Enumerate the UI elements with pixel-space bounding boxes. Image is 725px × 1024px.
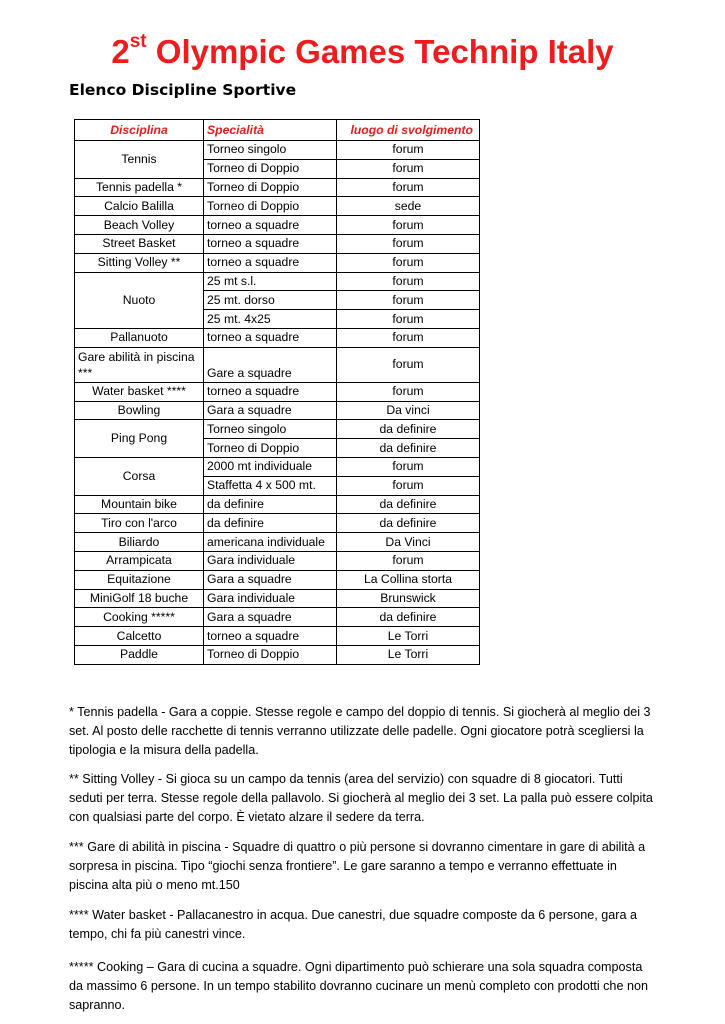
cell-luogo: forum	[337, 272, 480, 291]
cell-specialita: Gara a squadre	[204, 608, 337, 627]
cell-disciplina: Ping Pong	[75, 420, 204, 458]
title-text: Olympic Games Technip Italy	[146, 33, 614, 70]
cell-disciplina: Corsa	[75, 457, 204, 495]
cell-specialita: Gara individuale	[204, 589, 337, 608]
cell-specialita: torneo a squadre	[204, 216, 337, 235]
document-title	[0, 30, 725, 74]
table-row	[75, 570, 480, 589]
cell-luogo: forum	[337, 159, 480, 178]
table-row	[75, 401, 480, 420]
header-disciplina: Disciplina	[75, 120, 204, 141]
cell-luogo: Le Torri	[337, 627, 480, 646]
cell-disciplina: Equitazione	[75, 570, 204, 589]
cell-luogo: forum	[337, 476, 480, 495]
cell-luogo: forum	[337, 291, 480, 310]
cell-specialita: americana individuale	[204, 533, 337, 552]
cell-luogo: Da Vinci	[337, 533, 480, 552]
table-row	[75, 495, 480, 514]
cell-disciplina: Water basket ****	[75, 382, 204, 401]
cell-disciplina: Pallanuoto	[75, 328, 204, 347]
table-row	[75, 589, 480, 608]
header-luogo: luogo di svolgimento	[337, 120, 480, 141]
cell-disciplina: Tiro con l'arco	[75, 514, 204, 533]
footnote-paragraph: ***** Cooking – Gara di cucina a squadre. Ogni dipartimento può schierare una sola squadra composta da massimo 6 persone. In un tempo stabilito dovranno cucinare un menù completo con prodotti che non sapranno.	[69, 960, 648, 1013]
cell-luogo: Le Torri	[337, 645, 480, 664]
cell-disciplina: Mountain bike	[75, 495, 204, 514]
table-row	[75, 328, 480, 347]
cell-specialita: torneo a squadre	[204, 328, 337, 347]
table-row	[75, 141, 480, 160]
cell-specialita: Torneo di Doppio	[204, 645, 337, 664]
cell-disciplina: Nuoto	[75, 272, 204, 328]
cell-luogo: forum	[337, 382, 480, 401]
title-ordinal-suffix: st	[129, 31, 147, 52]
table-row	[75, 178, 480, 197]
cell-disciplina: Biliardo	[75, 533, 204, 552]
cell-specialita: torneo a squadre	[204, 234, 337, 253]
cell-specialita: Torneo di Doppio	[204, 159, 337, 178]
cell-specialita: Torneo di Doppio	[204, 178, 337, 197]
footnote-paragraph: * Tennis padella - Gara a coppie. Stesse regole e campo del doppio di tennis. Si giocherà al meglio dei 3 set. Al posto delle racchette di tennis verranno utilizzate delle padelle. Ogni giocatore potrà scegliersi la tipologia e la misura della padella.	[69, 705, 651, 758]
cell-specialita: Torneo di Doppio	[204, 197, 337, 216]
cell-luogo: da definire	[337, 420, 480, 439]
cell-disciplina: Beach Volley	[75, 216, 204, 235]
document-subtitle: Elenco Discipline Sportive	[69, 81, 297, 99]
cell-specialita: Gara a squadre	[204, 570, 337, 589]
footnote-paragraph: **** Water basket - Pallacanestro in acqua. Due canestri, due squadre composte da 6 persone, gara a tempo, chi fa più canestri vince.	[69, 908, 637, 942]
cell-specialita: 2000 mt individuale	[204, 457, 337, 476]
cell-specialita: torneo a squadre	[204, 253, 337, 272]
cell-specialita: Torneo singolo	[204, 420, 337, 439]
cell-disciplina: Gare abilità in piscina ***	[75, 347, 204, 382]
table-row	[75, 645, 480, 664]
table-row	[75, 627, 480, 646]
cell-luogo: forum	[337, 216, 480, 235]
cell-specialita: 25 mt s.l.	[204, 272, 337, 291]
table-body	[75, 141, 480, 665]
cell-specialita: Torneo singolo	[204, 141, 337, 160]
table-row	[75, 234, 480, 253]
header-specialita: Specialità	[204, 120, 337, 141]
cell-luogo: forum	[337, 551, 480, 570]
cell-luogo: forum	[337, 310, 480, 329]
cell-specialita: Torneo di Doppio	[204, 439, 337, 458]
table-row	[75, 216, 480, 235]
cell-luogo: Brunswick	[337, 589, 480, 608]
cell-luogo: forum	[337, 347, 480, 382]
cell-specialita: Gare a squadre	[204, 347, 337, 382]
table-row	[75, 253, 480, 272]
cell-disciplina: Tennis	[75, 141, 204, 179]
table-row	[75, 457, 480, 476]
cell-luogo: forum	[337, 457, 480, 476]
cell-luogo: da definire	[337, 514, 480, 533]
table-row	[75, 382, 480, 401]
cell-specialita: torneo a squadre	[204, 382, 337, 401]
cell-disciplina: Calcetto	[75, 627, 204, 646]
cell-disciplina: Tennis padella *	[75, 178, 204, 197]
cell-luogo: Da vinci	[337, 401, 480, 420]
cell-luogo: forum	[337, 253, 480, 272]
cell-specialita: 25 mt. dorso	[204, 291, 337, 310]
cell-luogo: forum	[337, 234, 480, 253]
cell-disciplina: Bowling	[75, 401, 204, 420]
footnote-paragraph: *** Gare di abilità in piscina - Squadre di quattro o più persone si dovranno cimentare in gare di abilità a sorpresa in piscina. Tipo “giochi senza frontiere”. Le gare saranno a tempo e verranno effettuate in piscina alta più o meno mt.150	[69, 840, 646, 893]
cell-specialita: Staffetta 4 x 500 mt.	[204, 476, 337, 495]
cell-luogo: La Collina storta	[337, 570, 480, 589]
table-row	[75, 551, 480, 570]
table-row	[75, 197, 480, 216]
cell-specialita: 25 mt. 4x25	[204, 310, 337, 329]
cell-disciplina: Sitting Volley **	[75, 253, 204, 272]
cell-luogo: forum	[337, 178, 480, 197]
cell-disciplina: Cooking *****	[75, 608, 204, 627]
cell-luogo: forum	[337, 328, 480, 347]
cell-disciplina: Paddle	[75, 645, 204, 664]
cell-disciplina: Arrampicata	[75, 551, 204, 570]
cell-disciplina: MiniGolf 18 buche	[75, 589, 204, 608]
cell-luogo: da definire	[337, 495, 480, 514]
table-row	[75, 514, 480, 533]
cell-specialita: Gara a squadre	[204, 401, 337, 420]
table-row	[75, 272, 480, 291]
disciplines-table	[74, 119, 480, 665]
cell-luogo: da definire	[337, 439, 480, 458]
cell-luogo: forum	[337, 141, 480, 160]
table-row	[75, 347, 480, 382]
cell-luogo: sede	[337, 197, 480, 216]
table-header-row	[75, 120, 480, 141]
title-number: 2	[111, 33, 130, 70]
table-row	[75, 608, 480, 627]
cell-specialita: da definire	[204, 514, 337, 533]
table-row	[75, 420, 480, 439]
cell-disciplina: Street Basket	[75, 234, 204, 253]
cell-luogo: da definire	[337, 608, 480, 627]
table-row	[75, 533, 480, 552]
cell-disciplina: Calcio Balilla	[75, 197, 204, 216]
cell-specialita: torneo a squadre	[204, 627, 337, 646]
footnote-paragraph: ** Sitting Volley - Si gioca su un campo da tennis (area del servizio) con squadre di 8 giocatori. Tutti seduti per terra. Stesse regole della pallavolo. Si giocherà al meglio dei 3 set. La palla può essere colpita con qualsiasi parte del corpo. È vietato alzare il sedere da terra.	[69, 772, 653, 825]
cell-specialita: da definire	[204, 495, 337, 514]
cell-specialita: Gara individuale	[204, 551, 337, 570]
